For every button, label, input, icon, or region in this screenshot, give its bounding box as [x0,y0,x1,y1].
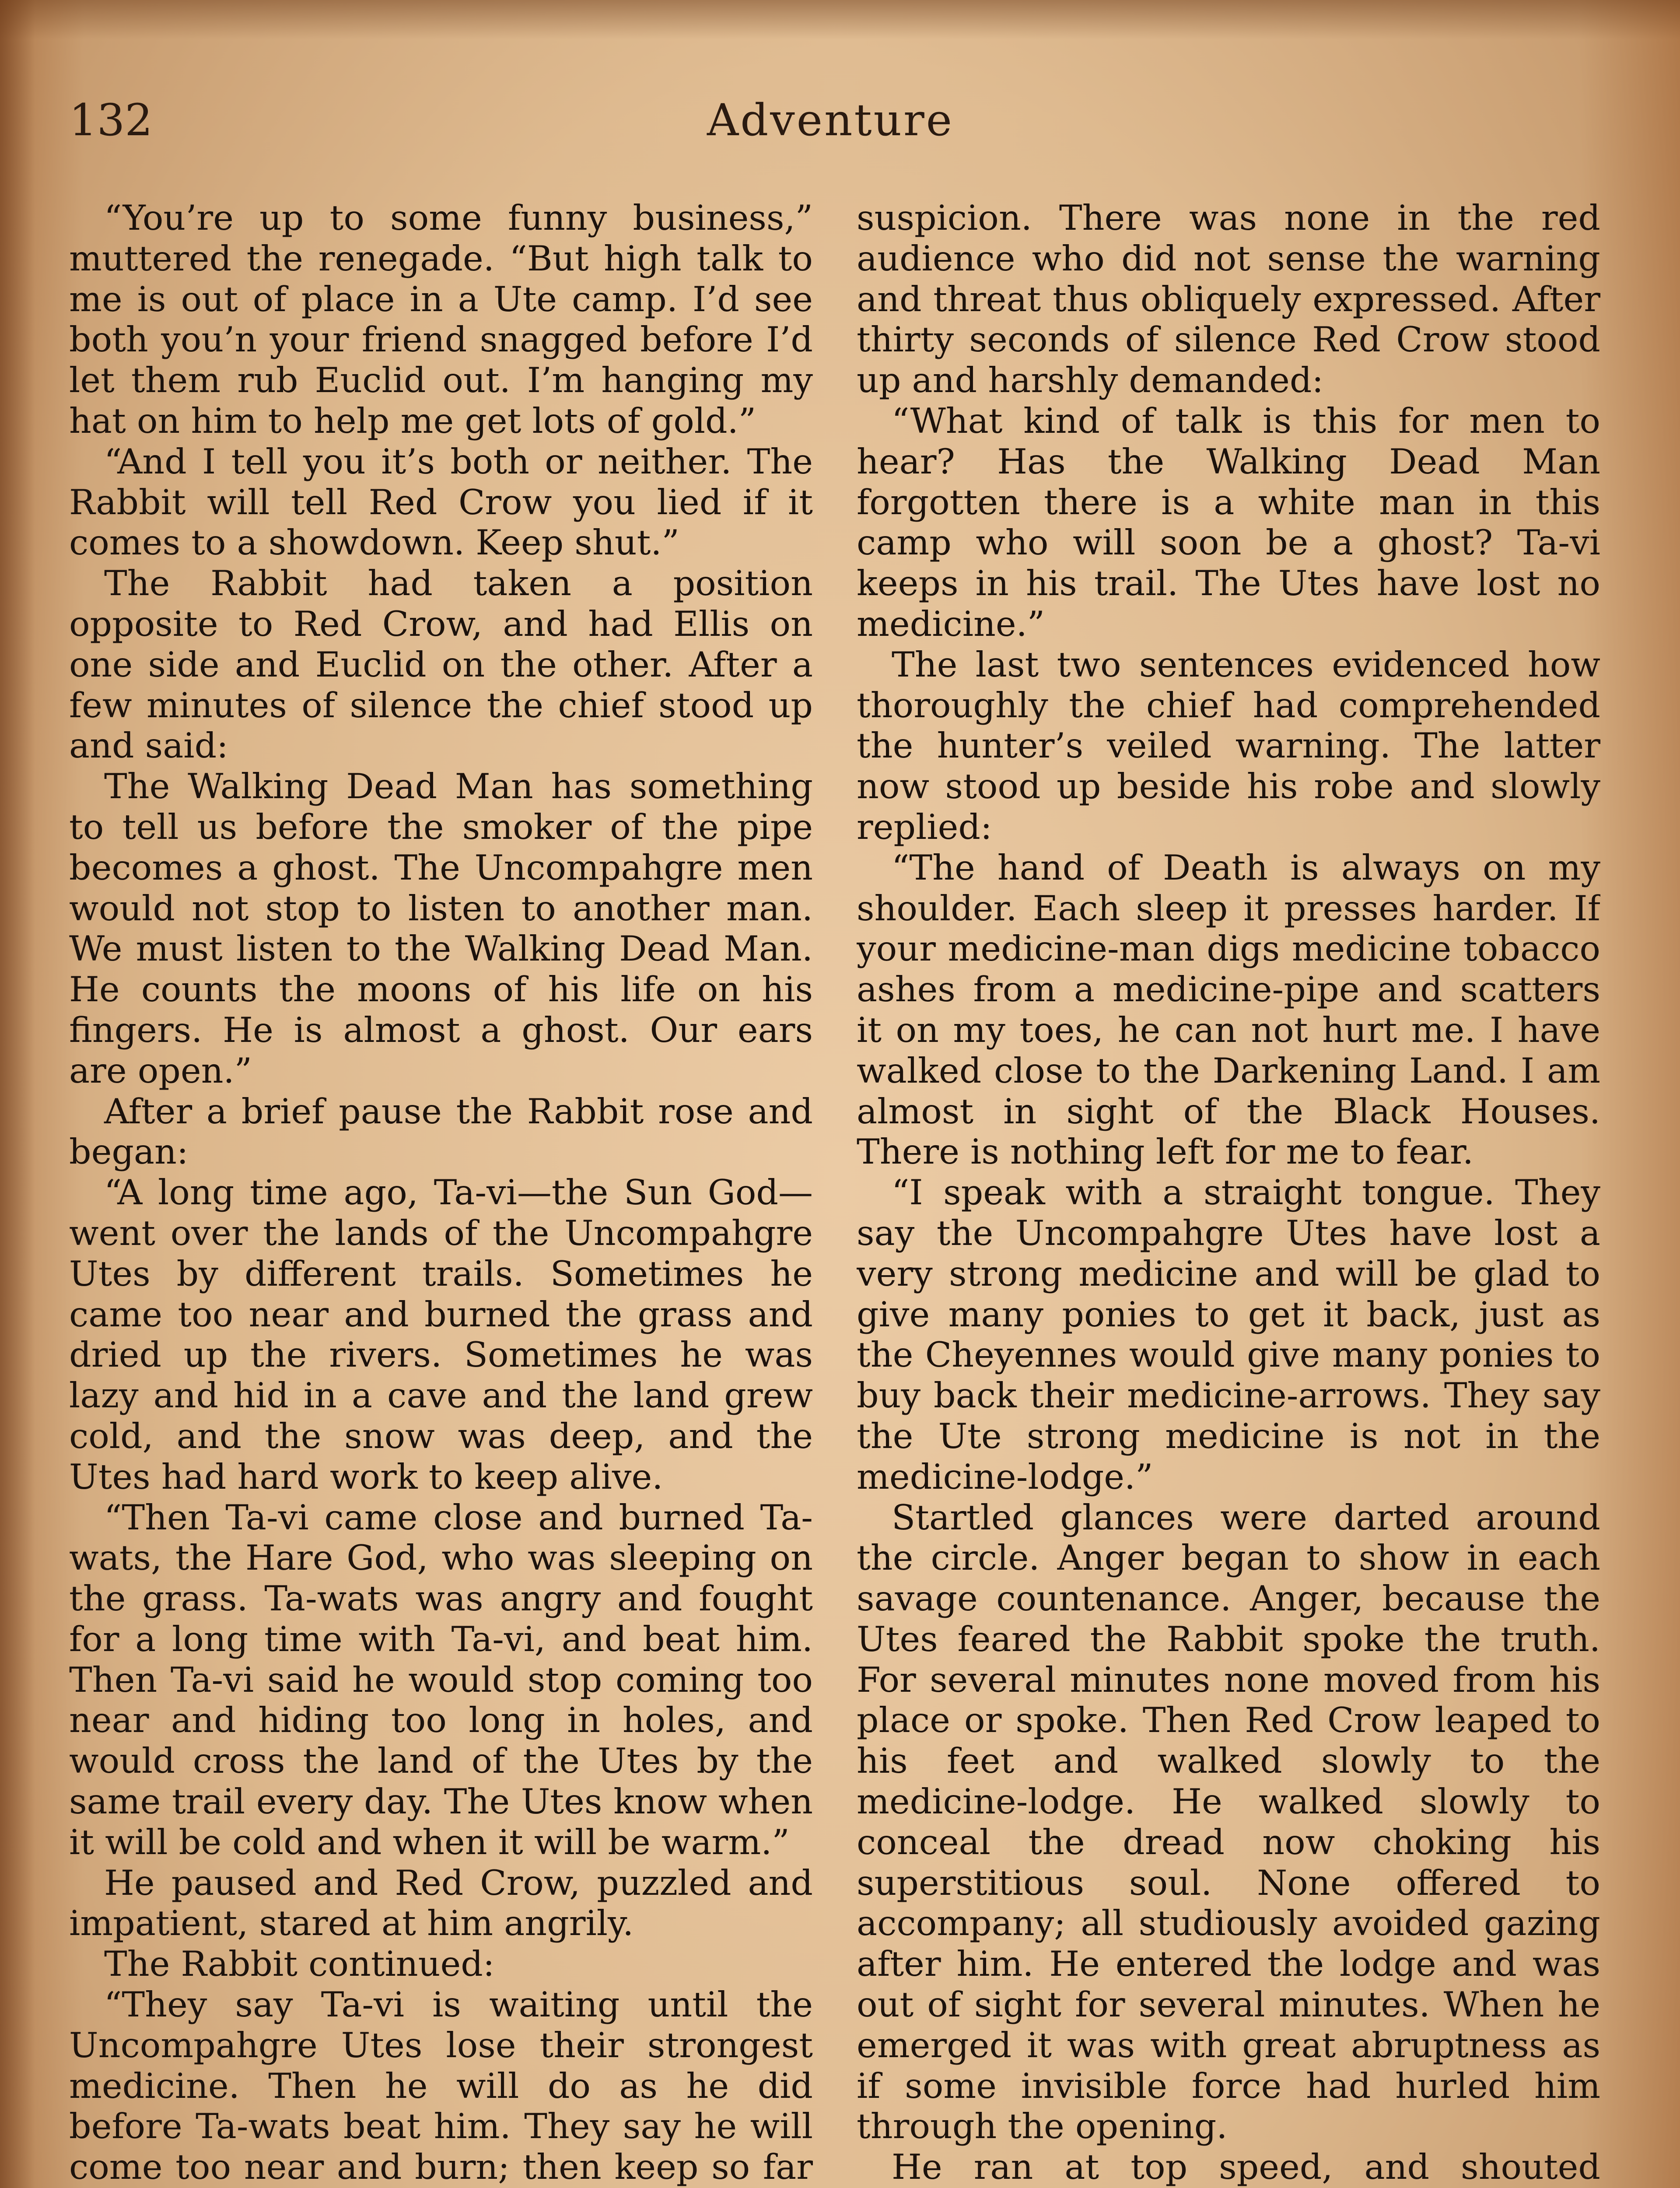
paragraph: After a brief pause the Rabbit rose and began: [69,1091,813,1172]
page-number: 132 [69,95,153,146]
page-top-shadow [0,0,1680,39]
right-text-column [857,198,1600,2188]
paragraph: suspicion. There was none in the red audience who did not sense the warning and threat thus obliquely expressed. After thirty seconds of silence Red Crow stood up and harshly demanded: [857,198,1600,401]
paragraph: The Walking Dead Man has something to tell us before the smoker of the pipe becomes a ghost. The Uncompahgre men would not stop to listen to another man. We must listen to the Walking Dead Man. He counts the moons of his life on his fingers. He is almost a ghost. Our ears are open.” [69,766,813,1091]
paragraph: “The hand of Death is always on my shoulder. Each sleep it presses harder. If your medicine-man digs medicine tobacco ashes from a medicine-pipe and scatters it on my toes, he can not hurt me. I have walked close to the Darkening Land. I am almost in sight of the Black Houses. There is nothing left for me to fear. [857,847,1600,1172]
paragraph: “They say Ta-vi is waiting until the Uncompahgre Utes lose their strongest medicine. Then he will do as he did before Ta-wats beat him. They say he will come too near and burn; then keep so far [69,1985,813,2188]
left-text-column [69,198,813,2188]
paragraph: “A long time ago, Ta-vi—the Sun God—went over the lands of the Uncompahgre Utes by different trails. Sometimes he came too near and burned the grass and dried up the rivers. Sometimes he was lazy and hid in a cave and the land grew cold, and the snow was deep, and the Utes had hard work to keep alive. [69,1172,813,1497]
paragraph: The last two sentences evidenced how thoroughly the chief had comprehended the hunter’s veiled warning. The latter now stood up beside his robe and slowly replied: [857,644,1600,847]
paragraph: He paused and Red Crow, puzzled and impatient, stared at him angrily. [69,1862,813,1944]
paragraph: The Rabbit had taken a position opposite to Red Crow, and had Ellis on one side and Euclid on the other. After a few minutes of silence the chief stood up and said: [69,563,813,766]
paragraph: “And I tell you it’s both or neither. The Rabbit will tell Red Crow you lied if it comes to a showdown. Keep shut.” [69,441,813,563]
running-header [69,88,1592,149]
paragraph: “Then Ta-vi came close and burned Ta-wats, the Hare God, who was sleeping on the grass. Ta-wats was angry and fought for a long time with Ta-vi, and beat him. Then Ta-vi said he would stop coming too near and hiding too long in holes, and would cross the land of the Utes by the same trail every day. The Utes know when it will be cold and when it will be warm.” [69,1497,813,1862]
paragraph: The Rabbit continued: [104,1944,495,1985]
paragraph: He ran at top speed, and shouted [892,2147,1600,2188]
paragraph: “What kind of talk is this for men to hear? Has the Walking Dead Man forgotten there is a white man in this camp who will soon be a ghost? Ta-vi keeps in his trail. The Utes have lost no medicine.” [857,400,1600,644]
paragraph: “I speak with a straight tongue. They say the Uncompahgre Utes have lost a very strong medicine and will be glad to give many ponies to get it back, just as the Cheyennes would give many ponies to buy back their medicine-arrows. They say the Ute strong medicine is not in the medicine-lodge.” [857,1172,1600,1497]
page-edge-shadow [0,0,35,2188]
paragraph: Startled glances were darted around the circle. Anger began to show in each savage countenance. Anger, because the Utes feared the Rabbit spoke the truth. For several minutes none moved from his place or spoke. Then Red Crow leaped to his feet and walked slowly to the medicine-lodge. He walked slowly to conceal the dread now choking his superstitious soul. None offered to accompany; all studiously avoided gazing after him. He entered the lodge and was out of sight for several minutes. When he emerged it was with great abruptness as if some invisible force had hurled him through the opening. [857,1497,1600,2147]
magazine-title: Adventure [707,95,954,146]
paragraph: “You’re up to some funny business,” muttered the renegade. “But high talk to me is out of place in a Ute camp. I’d see both you’n your friend snagged before I’d let them rub Euclid out. I’m hanging my hat on him to help me get lots of gold.” [69,198,813,441]
